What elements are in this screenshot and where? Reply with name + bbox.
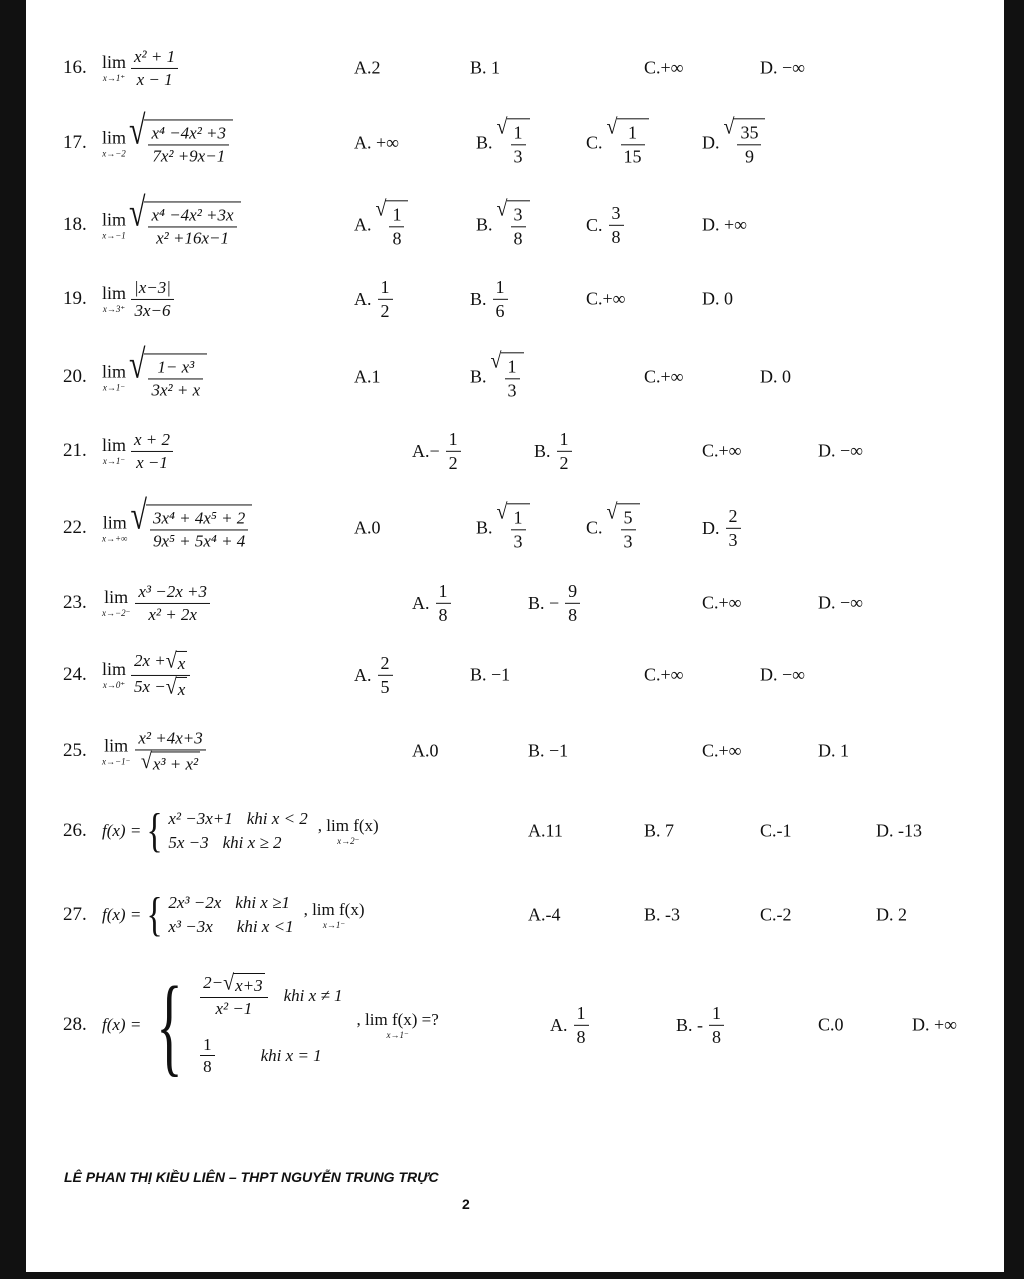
limit-expression (102, 429, 175, 473)
lim-subscript: x→1⁺ (102, 73, 126, 83)
option-c: C.+∞ (702, 740, 742, 761)
problem-16 (26, 33, 1004, 103)
denominator: x² +16x−1 (156, 228, 229, 247)
numerator: 1− x³ (157, 357, 195, 377)
case-expression: 1 (203, 1034, 212, 1054)
problem-number: 17. (63, 132, 87, 153)
case-condition: khi x < 2 (246, 809, 308, 828)
numerator: |x−3| (134, 277, 171, 297)
option-b: B. √ $\frac{1}{3}$ (476, 503, 530, 552)
limit-expression (102, 277, 176, 321)
option-d: D. −∞ (818, 592, 863, 613)
option-d: D. +∞ (702, 214, 747, 235)
problem-number: 26. (63, 820, 87, 841)
option-b: B. $\frac{1}{2}$ (534, 428, 574, 474)
option-a: A.0 (354, 517, 381, 538)
option-d: D. 0 (760, 366, 791, 387)
denominator: x − 1 (136, 69, 173, 89)
option-c: C.+∞ (644, 57, 684, 78)
denominator: 3x² + x (151, 380, 201, 399)
page-number: 2 (462, 1196, 470, 1212)
lim-subscript: x→−1⁻ (102, 756, 131, 766)
problem-number: 21. (63, 440, 87, 461)
problem-number: 20. (63, 366, 87, 387)
case-expression: 2x³ −2x (168, 893, 222, 912)
denominator: 3x−6 (134, 300, 171, 320)
problem-28 (26, 960, 1004, 1090)
problem-26 (26, 796, 1004, 866)
limit-expression: lim x→+∞ √ $\frac{\text{3x⁴ + 4x⁵ + 2}}{\text{9x⁵ + 5x⁴ + 4}}$ (102, 504, 252, 551)
lim-word: lim (102, 209, 127, 229)
lim-word: lim (102, 659, 127, 679)
case-condition: khi x ≠ 1 (283, 985, 343, 1005)
lim-word: lim (104, 587, 129, 607)
lim-word: lim (102, 283, 127, 303)
case-condition: khi x <1 (236, 917, 294, 936)
numerator: x² + 1 (134, 46, 176, 66)
option-c: C.-1 (760, 820, 792, 841)
option-b: B. −1 (528, 740, 569, 761)
lim-subscript: x→3⁺ (102, 304, 126, 314)
option-b: B. −1 (470, 664, 511, 685)
option-c: C. √ $\frac{5}{3}$ (586, 503, 640, 552)
option-d: D. −∞ (818, 440, 863, 461)
option-d: D. $\frac{2}{3}$ (702, 505, 743, 551)
problem-number: 18. (63, 214, 87, 235)
denominator: x² + 2x (148, 604, 197, 624)
option-c: C.+∞ (702, 592, 742, 613)
limit-tail: , lim f(x) (317, 815, 379, 835)
problem-22 (26, 493, 1004, 563)
option-c: C.+∞ (586, 288, 626, 309)
denominator: x³ + x² (151, 751, 200, 774)
limit-expression: lim x→0⁺ 2x + √ x 5x − √ x (102, 650, 192, 700)
lim-subscript: x→1⁻ (102, 456, 126, 466)
limit-expression: lim x→−1 √ $\frac{\text{x⁴ −4x² +3x}}{\text{x² +16x−1}}$ (102, 201, 241, 248)
option-a: A. $\frac{1}{8}$ (550, 1002, 591, 1048)
problem-number: 16. (63, 57, 87, 78)
option-b: B. $\frac{1}{6}$ (470, 276, 510, 322)
denominator: 7x² +9x−1 (152, 146, 226, 165)
problem-20 (26, 342, 1004, 412)
option-b: B. -3 (644, 904, 680, 925)
case-expression: 5x −3 (168, 833, 209, 852)
piecewise-function: f(x) = { 2− √ x+3 x² −1 khi x ≠ 1 $\frac{1}{8}$ khi x = 1 , lim f(x) =? x→1⁻ (102, 964, 439, 1086)
problem-23 (26, 568, 1004, 638)
option-b: B. - $\frac{1}{8}$ (676, 1002, 726, 1048)
lim-word: lim (102, 435, 127, 455)
lim-word: lim (104, 735, 129, 755)
problem-number: 25. (63, 740, 87, 761)
problem-number: 24. (63, 664, 87, 685)
function-label: f(x) = (102, 905, 142, 924)
piecewise-function: f(x) = { 2x³ −2x khi x ≥1 x³ −3x khi x <1 , lim f(x) x→1⁻ (102, 888, 365, 941)
piecewise-function: f(x) = { x² −3x+1 khi x < 2 5x −3 khi x ≥ 2 , lim f(x) x→2⁻ (102, 804, 379, 857)
option-c: C.+∞ (702, 440, 742, 461)
denominator: 9x⁵ + 5x⁴ + 4 (152, 531, 246, 550)
option-d: D. −∞ (760, 664, 805, 685)
problem-number: 22. (63, 517, 87, 538)
option-b: B. − $\frac{9}{8}$ (528, 580, 582, 626)
case-condition: khi x ≥1 (235, 893, 290, 912)
case-condition: khi x ≥ 2 (222, 833, 282, 852)
lim-subscript: x→2⁻ (337, 835, 360, 846)
option-a: A. $\frac{1}{2}$ (354, 276, 395, 322)
limit-expression: lim x→−1⁻ x² +4x+3 √ x³ + x² (102, 727, 208, 774)
problem-18 (26, 190, 1004, 260)
option-d: D. 0 (702, 288, 733, 309)
lim-word: lim (102, 512, 127, 532)
case-condition: khi x = 1 (260, 1045, 322, 1065)
option-c: C. √ $\frac{1}{15}$ (586, 118, 649, 167)
lim-subscript: x→−2⁻ (102, 608, 131, 618)
lim-subscript: x→0⁺ (102, 680, 126, 690)
option-d: D. +∞ (912, 1014, 957, 1035)
problem-number: 19. (63, 288, 87, 309)
option-a: A.0 (412, 740, 439, 761)
option-d: D. √ $\frac{35}{9}$ (702, 118, 765, 167)
option-c: C.+∞ (644, 366, 684, 387)
option-d: D. −∞ (760, 57, 805, 78)
problem-27 (26, 880, 1004, 950)
option-b: B. √ $\frac{1}{3}$ (470, 352, 524, 401)
lim-subscript: x→−2 (102, 148, 126, 158)
lim-subscript: x→1⁻ (322, 919, 346, 930)
option-a: A.1 (354, 366, 381, 387)
option-b: B. √ $\frac{1}{3}$ (476, 118, 530, 167)
denominator: 5x − (134, 676, 166, 696)
option-a: A.2 (354, 57, 381, 78)
lim-word: lim (102, 361, 127, 381)
option-c: C.-2 (760, 904, 792, 925)
problem-number: 28. (63, 1014, 87, 1035)
option-a: A. +∞ (354, 132, 399, 153)
denominator: x −1 (136, 452, 168, 472)
numerator: 3x⁴ + 4x⁵ + 2 (152, 508, 246, 528)
worksheet-page (26, 0, 1004, 1272)
lim-subscript: x→−1 (102, 230, 126, 240)
lim-word: lim (102, 52, 127, 72)
problem-19 (26, 264, 1004, 334)
option-a: A.-4 (528, 904, 561, 925)
limit-expression (102, 46, 180, 90)
option-d: D. -13 (876, 820, 922, 841)
option-a: A. $\frac{1}{8}$ (412, 580, 453, 626)
footer-author: LÊ PHAN THỊ KIỀU LIÊN – THPT NGUYỄN TRUNG TRỰC (64, 1169, 439, 1185)
problem-number: 23. (63, 592, 87, 613)
problem-number: 27. (63, 904, 87, 925)
option-c: C. $\frac{3}{8}$ (586, 202, 626, 248)
numerator: 2x + (134, 651, 166, 671)
numerator: x² +4x+3 (138, 728, 203, 748)
problem-17 (26, 108, 1004, 178)
option-d: D. 2 (876, 904, 907, 925)
option-a: A. $\frac{2}{5}$ (354, 652, 395, 698)
limit-tail: , lim f(x) =? (356, 1009, 439, 1029)
option-d: D. 1 (818, 740, 849, 761)
numerator: x + 2 (134, 429, 171, 449)
limit-tail: , lim f(x) (303, 899, 365, 919)
limit-expression: lim x→−2 √ $\frac{\text{x⁴ −4x² +3}}{\text{7x² +9x−1}}$ (102, 119, 233, 166)
option-a: A.− $\frac{1}{2}$ (412, 428, 463, 474)
limit-expression: lim x→1⁻ √ $\frac{\text{1− x³}}{\text{3x² + x}}$ (102, 353, 207, 400)
option-c: C.0 (818, 1014, 844, 1035)
function-label: f(x) = (102, 1015, 142, 1034)
numerator: x³ −2x +3 (138, 581, 207, 601)
lim-word: lim (102, 127, 127, 147)
problem-21 (26, 416, 1004, 486)
lim-subscript: x→1⁻ (386, 1029, 409, 1040)
option-b: B. 7 (644, 820, 675, 841)
option-a: A.11 (528, 820, 563, 841)
case-expression: 2− (203, 973, 224, 993)
problem-25 (26, 716, 1004, 786)
numerator: x⁴ −4x² +3 (151, 123, 227, 143)
option-a: A. √ $\frac{1}{8}$ (354, 200, 408, 249)
limit-expression (102, 581, 212, 625)
case-expression: x³ −3x (168, 917, 213, 936)
case-expression: x² −3x+1 (168, 809, 233, 828)
lim-subscript: x→1⁻ (102, 382, 126, 392)
problem-24 (26, 640, 1004, 710)
option-b: B. √ $\frac{3}{8}$ (476, 200, 530, 249)
option-b: B. 1 (470, 57, 501, 78)
numerator: x⁴ −4x² +3x (151, 205, 234, 225)
lim-subscript: x→+∞ (102, 533, 128, 543)
function-label: f(x) = (102, 821, 142, 840)
option-c: C.+∞ (644, 664, 684, 685)
